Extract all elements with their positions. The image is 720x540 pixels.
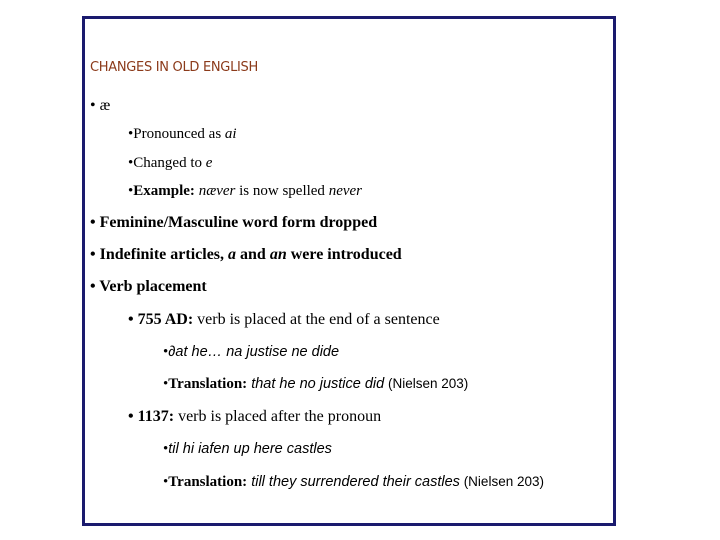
indef-text-a: Indefinite articles, xyxy=(99,246,229,263)
ad755-text: verb is placed at the end of a sentence xyxy=(193,311,440,328)
bullet-dot: • xyxy=(128,311,134,328)
changed-text: Changed to xyxy=(133,155,206,171)
bullet-indefinite xyxy=(90,246,402,264)
pronounced-value: ai xyxy=(224,126,237,142)
example-mid: is now spelled xyxy=(235,183,329,199)
bullet-dot: • xyxy=(128,408,134,425)
ad755-cite: (Nielsen 203) xyxy=(384,376,469,391)
ad1137-trans-label: Translation: xyxy=(168,474,248,490)
bullet-example xyxy=(128,183,362,200)
bullet-dot: • xyxy=(128,183,134,199)
indef-text-b: a xyxy=(228,246,237,263)
ad755-trans-text: that he no justice did xyxy=(247,376,385,392)
bullet-changed xyxy=(128,155,212,172)
ad755-label: 755 AD: xyxy=(137,311,194,328)
bullet-verb xyxy=(90,278,207,296)
bullet-dot: • xyxy=(128,155,134,171)
ad755-quote: ∂at he… na justise ne dide xyxy=(168,344,340,360)
bullet-dot: • xyxy=(163,441,169,457)
ad1137-label: 1137: xyxy=(137,408,175,425)
bullet-dot: • xyxy=(163,474,169,490)
example-label: Example: xyxy=(133,183,195,199)
bullet-1137-quote xyxy=(163,440,332,458)
changed-value: e xyxy=(205,155,213,171)
bullet-755-quote xyxy=(163,343,339,361)
bullet-feminine xyxy=(90,214,377,232)
bullet-ae xyxy=(90,97,110,115)
indef-text-e: were introduced xyxy=(286,246,402,263)
bullet-755 xyxy=(128,311,440,329)
bullet-1137-translation xyxy=(163,473,544,491)
ad1137-text: verb is placed after the pronoun xyxy=(174,408,382,425)
ad1137-cite: (Nielsen 203) xyxy=(459,474,544,489)
ad1137-quote: til hi iafen up here castles xyxy=(168,441,332,457)
ad755-trans-label: Translation: xyxy=(168,376,248,392)
bullet-dot: • xyxy=(163,344,169,360)
example-new: never xyxy=(328,183,362,199)
verb-text: Verb placement xyxy=(99,278,207,295)
example-word: næver xyxy=(198,183,236,199)
slide-title: CHANGES IN OLD ENGLISH xyxy=(90,60,258,75)
bullet-dot: • xyxy=(90,278,96,295)
bullet-1137 xyxy=(128,408,381,426)
indef-text-d: an xyxy=(269,246,287,263)
bullet-dot: • xyxy=(90,214,96,231)
bullet-dot: • xyxy=(163,376,169,392)
bullet-dot: • xyxy=(90,97,96,114)
bullet-pronounced xyxy=(128,126,237,143)
bullet-755-translation xyxy=(163,375,468,393)
ad1137-trans-text: till they surrendered their castles xyxy=(247,474,460,490)
indef-text-c: and xyxy=(236,246,270,263)
bullet-dot: • xyxy=(128,126,134,142)
ae-label: æ xyxy=(99,97,111,114)
bullet-dot: • xyxy=(90,246,96,263)
pronounced-text: Pronounced as xyxy=(133,126,225,142)
feminine-text: Feminine/Masculine word form dropped xyxy=(99,214,378,231)
